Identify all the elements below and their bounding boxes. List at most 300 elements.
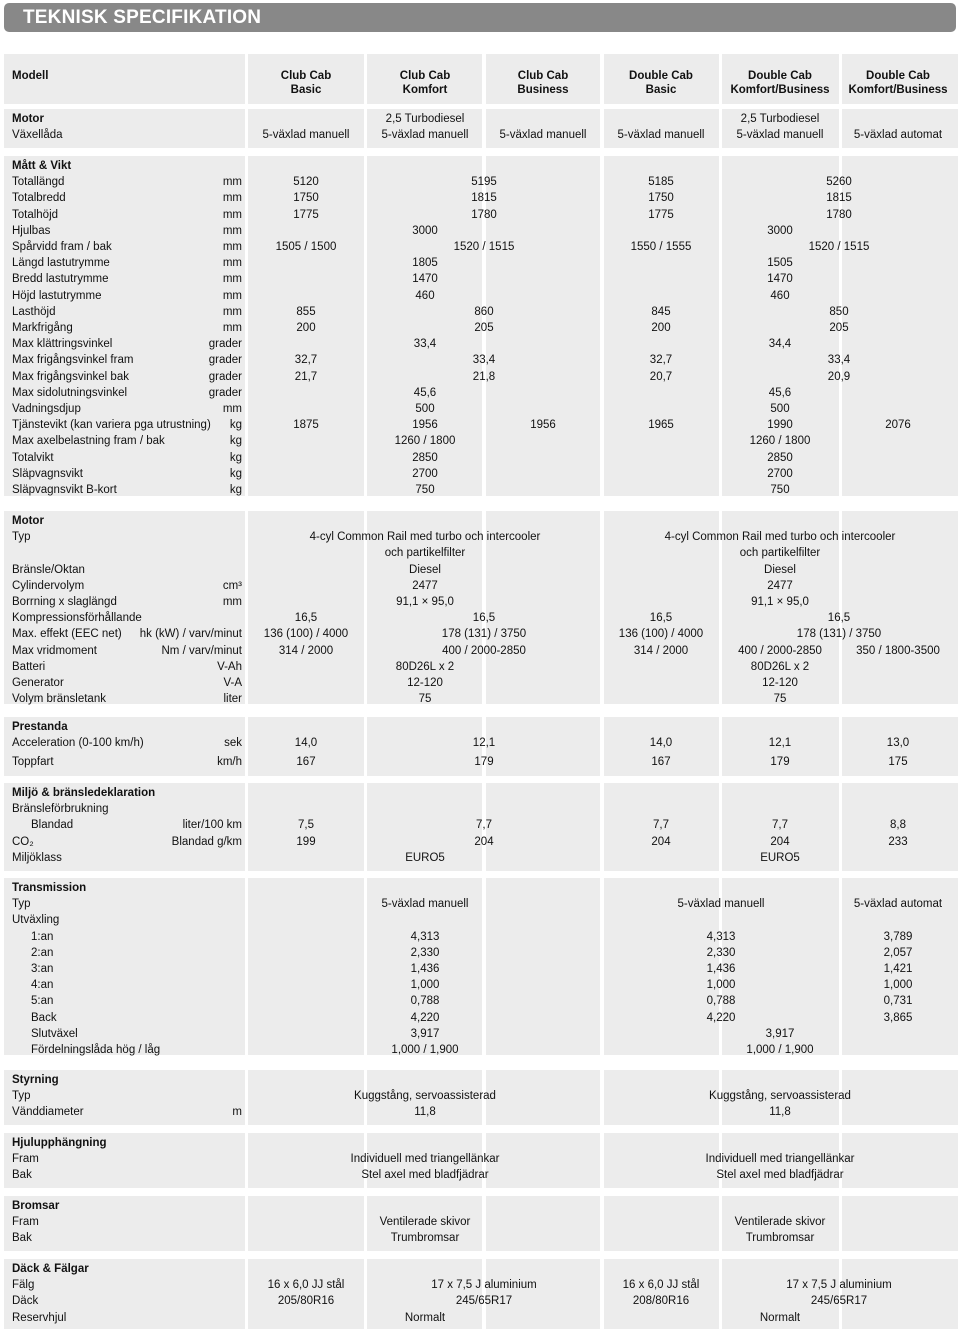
row-value: 4-cyl Common Rail med turbo och intercooler [309, 531, 541, 544]
section-bg [842, 1133, 958, 1188]
header-model-name: Club Cab [517, 70, 569, 82]
row-value: 5120 [293, 176, 319, 189]
section-heading: Motor [12, 515, 44, 527]
row-value: 12-120 [407, 677, 443, 689]
row-label: Max axelbelastning fram / bak [12, 435, 165, 448]
row-value: 178 (131) / 3750 [796, 628, 882, 641]
row-value: 2700 [767, 467, 793, 480]
row-value: 33,4 [472, 354, 496, 367]
row-value: Diesel [764, 563, 796, 576]
row-label: Back [31, 1011, 57, 1024]
row-value: 2850 [412, 451, 438, 464]
row-value: 91,1 × 95,0 [396, 596, 454, 608]
row-value: 7,5 [298, 819, 314, 832]
section-bg [604, 1259, 719, 1329]
row-value: 1775 [648, 208, 674, 221]
row-value: 5-växlad automat [853, 898, 943, 911]
row-value: 178 (131) / 3750 [441, 628, 527, 641]
row-value: 32,7 [294, 354, 318, 367]
row-value: 1780 [826, 208, 852, 221]
row-value: 175 [888, 756, 908, 769]
row-unit: hk (kW) / varv/minut [139, 628, 242, 641]
section-heading: Transmission [12, 882, 87, 894]
row-unit: cm³ [222, 579, 242, 592]
row-value: 204 [651, 835, 671, 848]
row-unit: mm [222, 305, 242, 318]
section-heading: Prestanda [12, 721, 68, 733]
row-value: EURO5 [405, 851, 445, 864]
row-value: 2477 [412, 579, 438, 592]
row-unit: m [232, 1106, 242, 1119]
row-unit: kg [229, 467, 242, 480]
row-value: 33,4 [413, 338, 437, 351]
row-value: 460 [415, 289, 435, 302]
row-label: Totalhöjd [12, 208, 59, 221]
row-value: 14,0 [294, 737, 318, 750]
row-label: Lasthöjd [12, 305, 56, 318]
row-value: 4,220 [706, 1011, 736, 1024]
row-value: 136 (100) / 4000 [263, 628, 349, 641]
row-value: 1550 / 1555 [630, 241, 692, 253]
row-value: 13,0 [886, 737, 910, 750]
row-label: Bak [12, 1232, 32, 1245]
row-value: Ventilerade skivor [734, 1216, 826, 1229]
row-value: 80D26L x 2 [750, 660, 810, 673]
section-bg [486, 717, 600, 776]
row-label: Max sidolutningsvinkel [12, 386, 128, 399]
row-label: Totallängd [12, 176, 65, 189]
row-value: 314 / 2000 [633, 644, 689, 657]
row-unit: Nm / varv/minut [161, 644, 242, 657]
row-value: 460 [770, 289, 790, 302]
row-value: Normalt [404, 1311, 446, 1324]
section-bg [486, 1133, 600, 1188]
section-bg [248, 878, 364, 1055]
row-label: Fälg [12, 1279, 35, 1292]
row-unit: grader [208, 386, 242, 399]
header-model-name: Double Cab [629, 70, 693, 82]
row-value: och partikelfilter [384, 547, 466, 560]
row-value: 5-växlad manuell [499, 129, 587, 142]
row-value: 2076 [885, 419, 911, 432]
row-unit: kg [229, 451, 242, 464]
row-unit: mm [222, 403, 242, 415]
row-value: 2477 [767, 579, 793, 592]
row-value: Trumbromsar [745, 1232, 815, 1245]
row-value: 8,8 [890, 819, 906, 832]
row-value: 1875 [293, 419, 319, 432]
row-label: Fram [12, 1153, 39, 1166]
row-value: 33,4 [827, 354, 851, 367]
section-bg [486, 878, 600, 1055]
row-label: Max frigångsvinkel bak [12, 370, 129, 383]
section-heading: Mått & Vikt [12, 160, 72, 172]
section-bg [842, 1070, 958, 1125]
row-value: 1990 [767, 419, 793, 432]
section-bg [486, 1070, 600, 1125]
row-label: Längd lastutrymme [12, 257, 110, 270]
row-value: 3,865 [883, 1011, 913, 1024]
section-bg [604, 1196, 719, 1251]
row-label: Markfrigång [12, 322, 73, 334]
row-value: 17 x 7,5 J aluminium [431, 1279, 537, 1292]
row-value: 0,788 [410, 995, 440, 1008]
row-value: 21,8 [472, 370, 496, 383]
row-label: Batteri [12, 660, 46, 673]
row-value: 1775 [293, 208, 319, 221]
row-value: 5-växlad manuell [617, 129, 705, 142]
row-label: Acceleration (0-100 km/h) [12, 737, 144, 750]
row-value: 1260 / 1800 [749, 435, 811, 448]
section-bg [842, 1259, 958, 1329]
row-value: 5195 [471, 176, 497, 189]
row-label: Däck [12, 1295, 39, 1308]
row-label: 2:an [31, 946, 54, 959]
section-heading: Motor [12, 113, 44, 125]
row-value: 245/65R17 [455, 1295, 513, 1308]
section-bg [248, 1196, 364, 1251]
section-bg [486, 783, 600, 871]
row-value: 1520 / 1515 [808, 241, 870, 253]
row-value: 4,220 [410, 1011, 440, 1024]
row-value: 199 [296, 835, 316, 848]
row-value: 1470 [767, 273, 793, 286]
row-label: Max klättringsvinkel [12, 338, 113, 351]
row-value: 0,731 [883, 995, 913, 1008]
row-unit: kg [229, 435, 242, 448]
row-value: 200 [651, 322, 671, 334]
row-value: 205/80R16 [277, 1295, 335, 1308]
row-label: Spårvidd fram / bak [12, 241, 112, 253]
row-unit: mm [222, 596, 242, 608]
row-label: Vadningsdjup [12, 403, 81, 415]
row-value: 400 / 2000-2850 [738, 644, 822, 657]
row-value: 350 / 1800-3500 [856, 644, 940, 657]
row-label: 5:an [31, 995, 54, 1008]
row-value: 45,6 [413, 386, 437, 399]
row-unit: Blandad g/km [171, 835, 242, 848]
row-value: 16,5 [472, 612, 496, 625]
header-model-variant: Komfort/Business [848, 84, 948, 96]
section-heading: Styrning [12, 1074, 59, 1086]
row-value: 2700 [412, 467, 438, 480]
row-value: 0,788 [706, 995, 736, 1008]
row-label: Hjulbas [12, 224, 51, 237]
row-value: EURO5 [760, 851, 800, 864]
row-label: Max. effekt (EEC net) [12, 628, 122, 641]
header-model-name: Double Cab [866, 70, 930, 82]
row-label: Typ [12, 1090, 31, 1103]
row-value: 1505 [767, 257, 793, 270]
row-value: 1,421 [883, 963, 913, 975]
row-value: 3,789 [883, 930, 913, 943]
row-value: 179 [770, 756, 790, 769]
row-value: 45,6 [768, 386, 792, 399]
row-value: 500 [415, 403, 435, 415]
row-value: 3,917 [765, 1027, 795, 1040]
row-label: Växellåda [12, 129, 63, 142]
row-value: 3000 [767, 224, 793, 237]
row-value: 2,057 [883, 946, 913, 959]
header-model-name: Club Cab [399, 70, 451, 82]
row-label: Reservhjul [12, 1311, 67, 1324]
row-value: 233 [888, 835, 908, 848]
row-value: 2,330 [410, 946, 440, 959]
row-label: Tjänstevikt (kan variera pga utrustning) [12, 419, 211, 432]
row-value: 750 [770, 484, 790, 496]
row-value: 21,7 [294, 370, 318, 383]
section-bg [486, 156, 600, 496]
row-value: 16,5 [294, 612, 318, 625]
row-value: 850 [829, 305, 849, 318]
section-bg [248, 1133, 364, 1188]
row-label: Totalbredd [12, 192, 66, 205]
row-value: 1815 [826, 192, 852, 205]
row-value: 16,5 [827, 612, 851, 625]
row-label: Bak [12, 1169, 32, 1182]
row-value: 20,7 [649, 370, 673, 383]
row-unit: V-A [223, 677, 242, 689]
row-value: 12,1 [472, 737, 496, 750]
row-value: 200 [296, 322, 316, 334]
row-value: 11,8 [769, 1106, 791, 1119]
row-value: 1520 / 1515 [453, 241, 515, 253]
row-value: 80D26L x 2 [395, 660, 455, 673]
row-value: 2,330 [706, 946, 736, 959]
row-label: Cylindervolym [12, 579, 85, 592]
row-value: 179 [474, 756, 494, 769]
row-value: 167 [296, 756, 316, 769]
row-label: Fördelningslåda hög / låg [31, 1044, 161, 1056]
row-value: 750 [415, 484, 435, 496]
row-value: 3,917 [410, 1027, 440, 1040]
row-label: Toppfart [12, 756, 54, 769]
row-value: 204 [770, 835, 790, 848]
row-label: 3:an [31, 963, 54, 975]
row-value: 5-växlad manuell [381, 129, 469, 142]
section-bg [248, 1070, 364, 1125]
row-value: 75 [418, 693, 432, 706]
row-label: Fram [12, 1216, 39, 1229]
row-value: 34,4 [768, 338, 792, 351]
row-label: Höjd lastutrymme [12, 289, 102, 302]
row-label: Max vridmoment [12, 644, 97, 657]
row-label: Miljöklass [12, 851, 62, 864]
row-label: Typ [12, 898, 31, 911]
row-value: 500 [770, 403, 790, 415]
row-unit: mm [222, 289, 242, 302]
row-value: 2850 [767, 451, 793, 464]
row-value: 14,0 [649, 737, 673, 750]
row-value: 5-växlad manuell [677, 898, 765, 911]
section-bg [248, 1259, 364, 1329]
row-unit: grader [208, 370, 242, 383]
row-label: Slutväxel [31, 1027, 78, 1040]
row-label: Släpvagnsvikt [12, 467, 83, 480]
row-value: 5-växlad manuell [736, 129, 824, 142]
header-model-variant: Komfort/Business [730, 84, 830, 96]
row-value: 855 [296, 305, 316, 318]
row-unit: V-Ah [217, 660, 242, 673]
section-bg [842, 156, 958, 496]
row-value: 16 x 6,0 JJ stål [267, 1279, 345, 1292]
row-value: och partikelfilter [739, 547, 821, 560]
section-bg [604, 1070, 719, 1125]
row-value: 167 [651, 756, 671, 769]
row-value: 4,313 [706, 930, 736, 943]
section-bg [486, 1259, 600, 1329]
row-unit: sek [224, 737, 242, 750]
header-model-variant: Basic [645, 84, 677, 96]
row-value: 136 (100) / 4000 [618, 628, 704, 641]
row-value: Ventilerade skivor [379, 1216, 471, 1229]
row-value: 1965 [648, 419, 674, 432]
row-value: 314 / 2000 [278, 644, 334, 657]
row-value: 5-växlad manuell [381, 898, 469, 911]
row-label: Släpvagnsvikt B-kort [12, 484, 117, 496]
row-value: 20,9 [827, 370, 851, 383]
section-heading: Hjulupphängning [12, 1137, 107, 1149]
row-value: 5-växlad automat [853, 129, 943, 142]
row-value: 1956 [530, 419, 556, 432]
row-value: 2,5 Turbodiesel [385, 113, 465, 125]
row-unit: mm [222, 273, 242, 286]
header-model-name: Double Cab [748, 70, 812, 82]
row-unit: km/h [217, 756, 242, 769]
row-value: 3000 [412, 224, 438, 237]
row-value: 1260 / 1800 [394, 435, 456, 448]
row-unit: kg [229, 419, 242, 432]
page-title: TEKNISK SPECIFIKATION [23, 7, 262, 28]
row-value: Normalt [759, 1311, 801, 1324]
row-value: 16,5 [649, 612, 673, 625]
row-value: 860 [474, 305, 494, 318]
row-value: 1,000 [410, 979, 440, 992]
row-label: Bränsle/Oktan [12, 563, 85, 576]
row-label: Volym bränsletank [12, 693, 106, 706]
row-value: 1,000 / 1,900 [746, 1044, 814, 1056]
row-unit: mm [222, 241, 242, 253]
row-unit: liter/100 km [182, 819, 242, 832]
section-heading: Däck & Fälgar [12, 1263, 89, 1275]
row-value: 7,7 [653, 819, 669, 832]
row-label: Generator [12, 677, 64, 689]
section-bg [604, 1133, 719, 1188]
row-value: 1,436 [410, 963, 440, 975]
row-value: 205 [474, 322, 494, 334]
row-value: 400 / 2000-2850 [442, 644, 526, 657]
row-value: Individuell med triangellänkar [705, 1153, 855, 1166]
row-label: Max frigångsvinkel fram [12, 354, 134, 367]
row-unit: mm [222, 192, 242, 205]
row-value: Kuggstång, servoassisterad [354, 1090, 496, 1103]
row-value: Stel axel med bladfjädrar [716, 1169, 844, 1182]
row-value: Kuggstång, servoassisterad [709, 1090, 851, 1103]
row-label: Borrning x slaglängd [12, 596, 117, 608]
row-label: 1:an [31, 930, 54, 943]
section-heading: Bromsar [12, 1200, 60, 1212]
row-unit: mm [222, 322, 242, 334]
row-label: Blandad [31, 819, 74, 832]
row-value: Individuell med triangellänkar [350, 1153, 500, 1166]
row-value: Trumbromsar [390, 1232, 460, 1245]
row-value: 32,7 [649, 354, 673, 367]
section-bg [367, 717, 482, 776]
row-label: Bränsleförbrukning [12, 803, 109, 816]
row-unit: mm [222, 176, 242, 189]
row-label: Utväxling [12, 914, 60, 927]
row-unit: mm [222, 257, 242, 270]
row-label: Kompressionsförhållande [12, 612, 142, 625]
row-value: 4,313 [410, 930, 440, 943]
row-value: 12-120 [762, 677, 798, 689]
header-model-label: Modell [12, 70, 49, 82]
row-label: Totalvikt [12, 451, 54, 464]
row-value: 2,5 Turbodiesel [740, 113, 820, 125]
row-value: 75 [773, 693, 787, 706]
row-value: 12,1 [768, 737, 792, 750]
row-value: 7,7 [476, 819, 492, 832]
section-heading: Miljö & bränsledeklaration [12, 787, 156, 799]
header-model-variant: Komfort [402, 84, 448, 96]
row-value: 1,000 [706, 979, 736, 992]
row-value: 845 [651, 305, 671, 318]
row-value: 16 x 6,0 JJ stål [622, 1279, 700, 1292]
row-value: 1,000 [883, 979, 913, 992]
row-value: 1956 [412, 419, 438, 432]
row-value: 1505 / 1500 [275, 241, 337, 253]
header-model-name: Club Cab [280, 70, 332, 82]
row-value: 205 [829, 322, 849, 334]
row-value: 1750 [648, 192, 674, 205]
row-value: 4-cyl Common Rail med turbo och intercooler [664, 531, 896, 544]
row-unit: grader [208, 338, 242, 351]
row-value: 7,7 [772, 819, 788, 832]
row-value: 5-växlad manuell [262, 129, 350, 142]
row-value: Diesel [409, 563, 441, 576]
row-value: 1750 [293, 192, 319, 205]
row-value: 5185 [648, 176, 674, 189]
row-label: 4:an [31, 979, 54, 992]
row-value: 1,436 [706, 963, 736, 975]
row-value: 1470 [412, 273, 438, 286]
row-value: 1780 [471, 208, 497, 221]
row-value: 5260 [826, 176, 852, 189]
row-value: 11,8 [414, 1106, 436, 1119]
row-value: 17 x 7,5 J aluminium [786, 1279, 892, 1292]
row-value: 91,1 × 95,0 [751, 596, 809, 608]
row-unit: grader [208, 354, 242, 367]
row-value: 245/65R17 [810, 1295, 868, 1308]
row-value: Stel axel med bladfjädrar [361, 1169, 489, 1182]
row-value: 1805 [412, 257, 438, 270]
row-label: Bredd lastutrymme [12, 273, 109, 286]
row-value: 208/80R16 [632, 1295, 690, 1308]
section-bg [486, 1196, 600, 1251]
row-unit: mm [222, 224, 242, 237]
row-unit: kg [229, 484, 242, 496]
row-unit: mm [222, 208, 242, 221]
section-bg [842, 1196, 958, 1251]
row-label: CO₂ [12, 835, 34, 848]
row-value: 1,000 / 1,900 [391, 1044, 459, 1056]
header-model-variant: Business [517, 84, 569, 96]
row-label: Typ [12, 531, 31, 544]
row-value: 1815 [471, 192, 497, 205]
row-label: Vänddiameter [12, 1106, 84, 1119]
row-value: 204 [474, 835, 494, 848]
row-unit: liter [223, 693, 242, 706]
